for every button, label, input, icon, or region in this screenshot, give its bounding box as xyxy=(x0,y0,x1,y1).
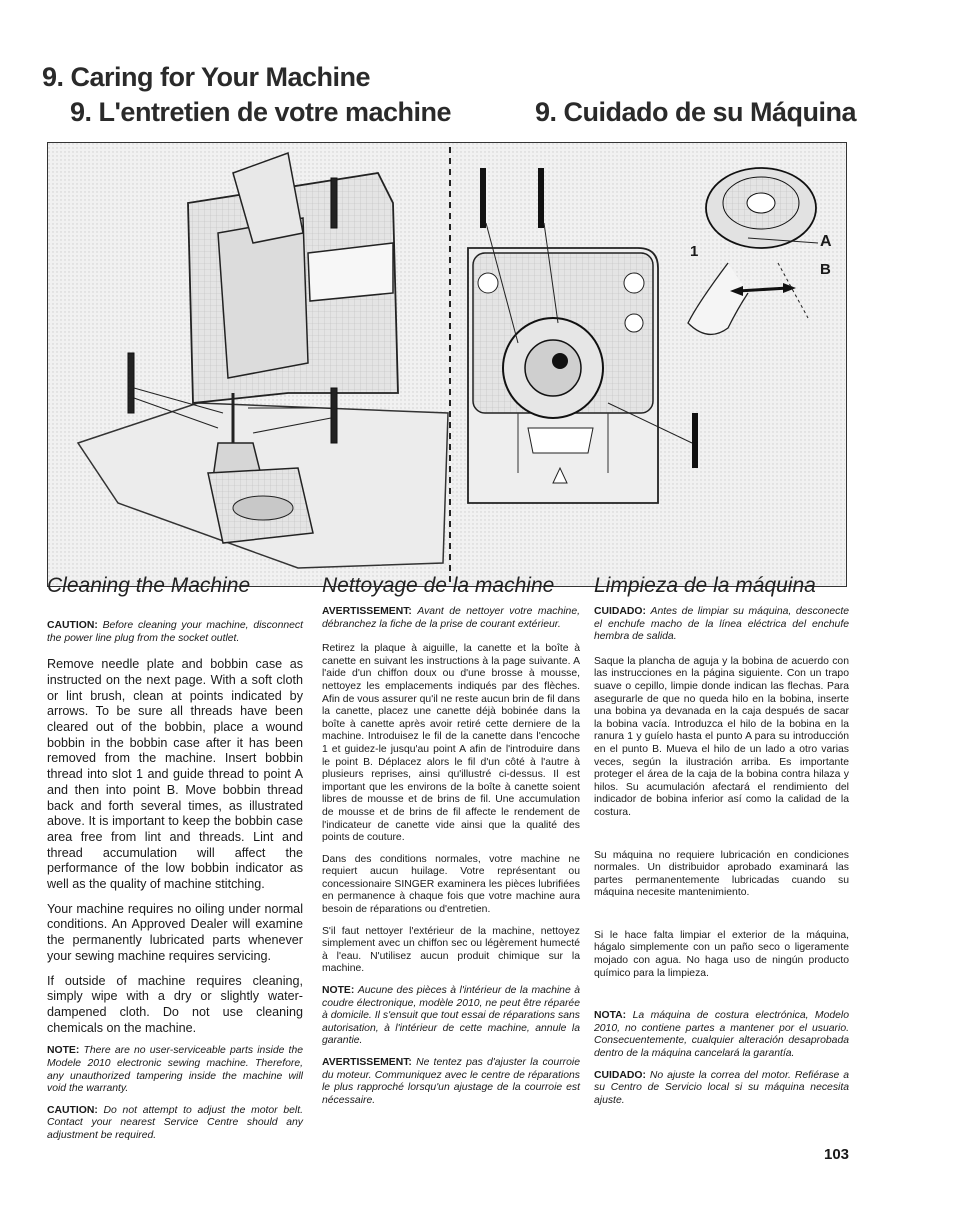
page-number: 103 xyxy=(824,1146,850,1163)
caution-label: CUIDADO: xyxy=(594,606,646,617)
french-note xyxy=(322,985,580,1048)
label-slot-1: 1 xyxy=(690,243,699,260)
english-paragraph-2: Your machine requires no oiling under normal conditions. An Approved Dealer will examine the permanently lubricated parts whenever your sewing machine requires servicing. xyxy=(47,901,303,963)
french-warning-2 xyxy=(322,1057,580,1107)
caution2-label: CUIDADO: xyxy=(594,1069,646,1081)
english-paragraph-1: Remove needle plate and bobbin case as instructed on the next page. With a soft cloth or lint brush, clean at points indicated by arrows. To be sure all threads have been cleared out of the bobbin, place a wound bobbin in the bobbin case after it has been removed from the machine. Insert bobbin thread into slot 1 and guide thread to point A and then into point B. Move bobbin thread back and forth several times, as illustrated above. It is important to keep the bobbin case area free from lint and threads. Lint and thread accumulation will affect the performance of the low bobbin indicator as well as the quality of machine stitching. xyxy=(47,657,303,892)
caution-text: Before cleaning your machine, disconnect the power line plug from the socket outlet. xyxy=(47,620,303,644)
note-label: NOTA: xyxy=(594,1010,627,1022)
title-french: 9. L'entretien de votre machine xyxy=(70,97,452,127)
title-spanish: 9. Cuidado de su Máquina xyxy=(535,97,857,127)
french-paragraph-3: S'il faut nettoyer l'extérieur de la machine, nettoyez simplement avec un chiffon sec ou légèrement humecté à l'eau. N'utilisez aucun produit chimique sur la machine. xyxy=(322,925,580,975)
caution2-text: Do not attempt to adjust the motor belt. Contact your nearest Service Centre should any adjustment be required. xyxy=(47,1104,304,1141)
english-column xyxy=(47,606,303,1152)
spanish-note xyxy=(594,1010,849,1060)
note-label: NOTE: xyxy=(322,985,355,997)
warning-text: Avant de nettoyer votre machine, débranchez la fiche de la prise de courant extérieur. xyxy=(322,606,581,630)
french-warning xyxy=(322,606,580,631)
spanish-column xyxy=(594,606,849,1116)
label-point-a: A xyxy=(820,233,832,250)
note-text: Aucune des pièces à l'intérieur de la machine à coudre électronique, modèle 2010, ne peut être réparée à domicile. Il s'ensuit que tout essai de réparations sans autorisation, à l'intérieur de cette machine, annule la garantie. xyxy=(322,985,580,1047)
english-caution xyxy=(47,620,303,645)
french-column xyxy=(322,606,580,1116)
caution2-text: No ajuste la correa del motor. Refiérase a su Centro de Servicio local si su máquina necesita ajuste. xyxy=(594,1069,849,1106)
spanish-paragraph-3: Si le hace falta limpiar el exterior de la máquina, hágalo simplemente con un paño seco o ligeramente mojado con agua. No haga uso de ningún producto químico para la limpieza. xyxy=(594,929,849,979)
spanish-paragraph-2: Su máquina no requiere lubricación en condiciones normales. Un distribuidor aprobado examinará las partes permanentemente lubricadas cuando su máquina necesite mantenimiento. xyxy=(594,849,849,899)
spanish-paragraph-1: Saque la plancha de aguja y la bobina de acuerdo con las instrucciones en la página siguiente. Con un trapo suave o cepillo, limpie donde indican las flechas. Para asegurarle de que no queda hilo en la bobina, inserte una bobina ya devanada en la caja después de sacar la bobina vacía. Introduzca el hilo de la bobina en la ranura 1 y guíelo hasta el punto A para su introducción en el punto B. Mueva el hilo de un lado a otro varias veces, según la ilustración arriba. Es importante proteger el área de la caja de la bobina contra hilaza y hilos. Su acumulación afectará el rendimiento del indicador de bobina inferior así como la calidad de la costura. xyxy=(594,655,849,818)
french-paragraph-1: Retirez la plaque à aiguille, la canette et la boîte à canette en suivant les instructions à la page suivante. A l'aide d'un chiffon doux ou d'une brosse à mousse, nettoyez les emplacements indiqués par des flèches. Afin de vous assurer qu'il ne reste aucun brin de fil dans la canette, placez une canette déjà bobinée dans la boîte à canette après avoir retiré cette derniere de la machine. Introduisez le fil de la canette dans l'encoche 1 et guidez-le jusqu'au point A afin de l'introduire dans le point B. Déplacez alors le fil d'un côté à l'autre à plusieurs reprises, ainsi qu'illustré ci-dessus. Il est important que les environs de la boîte à canette soient libres de mousse et de brins de fil. Une accumulation de mousse et de brins de fil affecte le rendement de l'indicateur de canette vide ainsi que la qualité des points de couture. xyxy=(322,643,580,844)
english-note xyxy=(47,1045,303,1095)
spanish-caution xyxy=(594,606,849,644)
title-english: 9. Caring for Your Machine xyxy=(42,62,371,92)
caution2-label: CAUTION: xyxy=(47,1104,98,1116)
heading-spanish: Limpieza de la máquina xyxy=(594,574,816,597)
note-label: NOTE: xyxy=(47,1045,80,1057)
warning-label: AVERTISSEMENT: xyxy=(322,606,412,617)
spanish-caution-2 xyxy=(594,1070,849,1108)
note-text: There are no user-serviceable parts inside the Modele 2010 electronic sewing machine. Therefore, any unauthorized tampering inside the machine will void the warranty. xyxy=(47,1045,304,1095)
cleaning-illustration xyxy=(47,142,847,587)
english-caution-2 xyxy=(47,1105,303,1143)
label-point-b: B xyxy=(820,261,831,278)
warning2-label: AVERTISSEMENT: xyxy=(322,1057,412,1068)
warning2-text: Ne tentez pas d'ajuster la courroie du moteur. Communiquez avec le centre de réparations le plus rapproché lorsqu'un ajustage de la courroie est nécessaire. xyxy=(322,1057,580,1106)
note-text: La máquina de costura electrónica, Modelo 2010, no contiene partes a mantener por el usuario. Consecuentemente, cualquier alteración desaprobada dentro de la máquina cancelará la garantía. xyxy=(594,1010,849,1060)
machine-drawing xyxy=(48,143,845,585)
heading-english: Cleaning the Machine xyxy=(47,574,251,597)
caution-label: CAUTION: xyxy=(47,620,98,631)
caution-text: Antes de limpiar su máquina, desconecte el enchufe macho de la línea eléctrica del enchufe hembra de salida. xyxy=(594,606,849,643)
french-paragraph-2: Dans des conditions normales, votre machine ne requiert aucun huilage. Votre représentant ou concessionaire SINGER examinera les pièces lubrifiées en permanence à chaque fois que votre machine aura besoin de réparations ou d'entretien. xyxy=(322,853,580,916)
heading-french: Nettoyage de la machine xyxy=(322,574,555,597)
english-paragraph-3: If outside of machine requires cleaning, simply wipe with a dry or slightly water-dampened cloth. Do not use cleaning chemicals on the machine. xyxy=(47,973,303,1035)
